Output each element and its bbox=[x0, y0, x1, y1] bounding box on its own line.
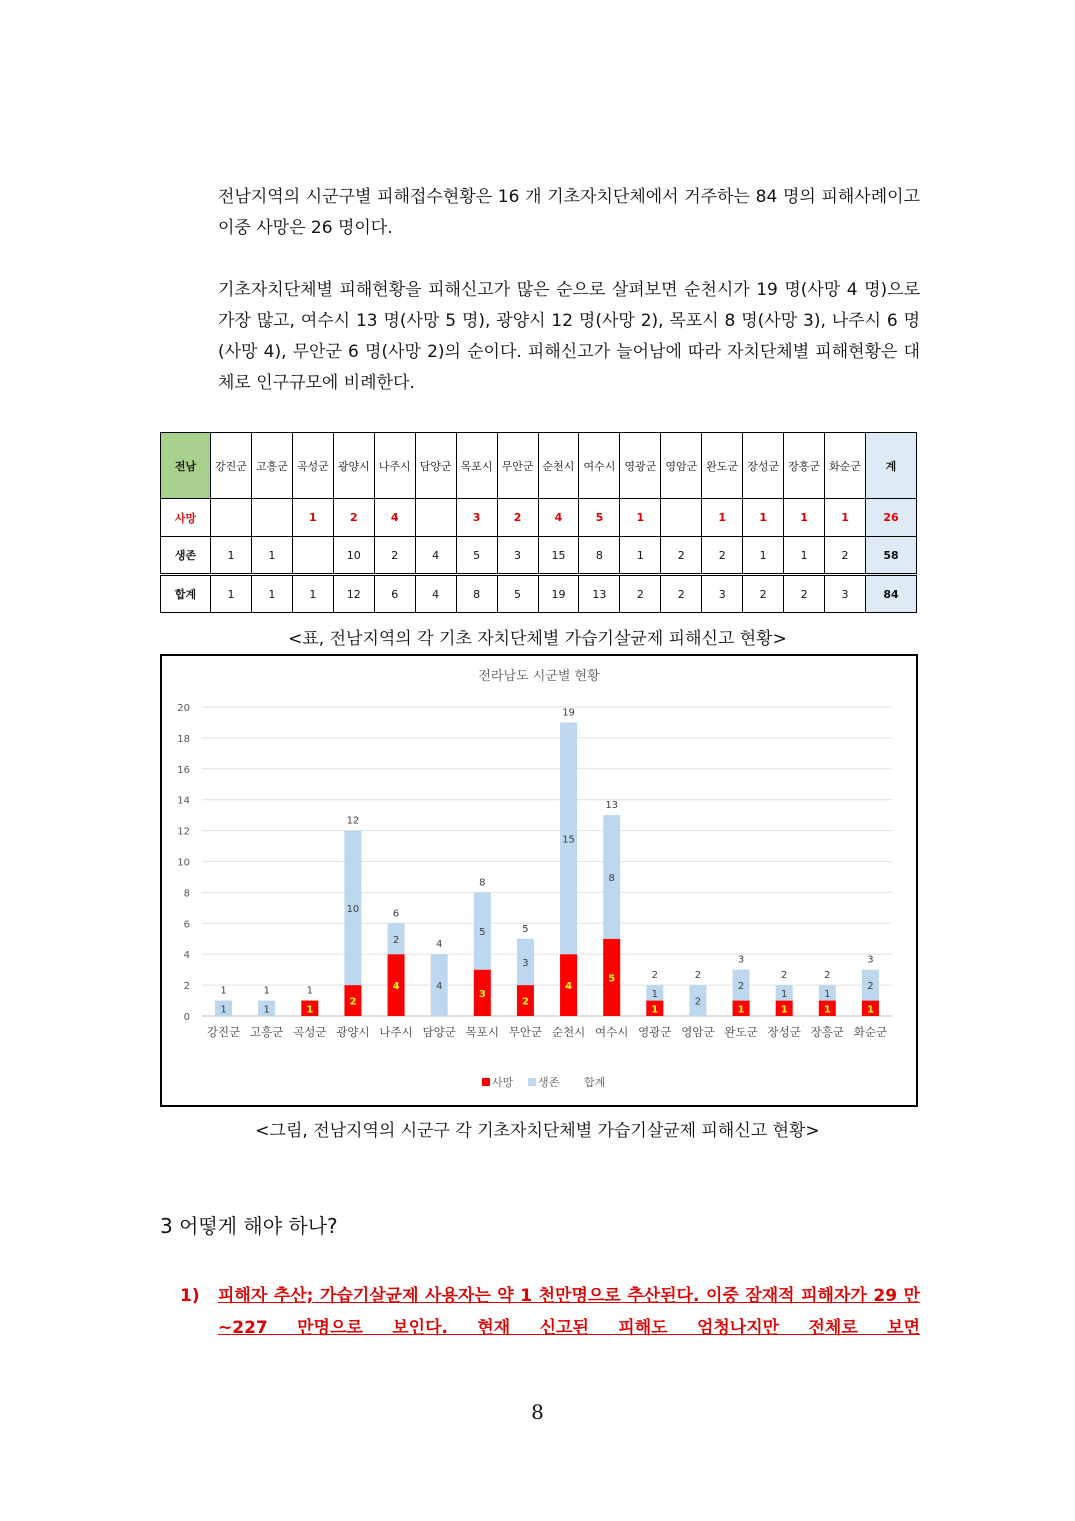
table-cell: 2 bbox=[661, 575, 702, 613]
data-label-total: 19 bbox=[562, 707, 575, 719]
y-tick-label: 8 bbox=[183, 888, 190, 900]
row-label: 사망 bbox=[161, 499, 211, 537]
region-header: 영광군 bbox=[620, 433, 661, 499]
region-header: 고흥군 bbox=[251, 433, 292, 499]
x-tick-label: 담양군 bbox=[422, 1025, 456, 1039]
data-label-total: 1 bbox=[263, 985, 270, 997]
table-cell: 3 bbox=[702, 575, 743, 613]
table-row bbox=[161, 575, 917, 613]
table-cell: 1 bbox=[784, 537, 825, 575]
x-tick-label: 장흥군 bbox=[810, 1025, 844, 1039]
data-label-survive: 10 bbox=[346, 903, 360, 915]
table-cell: 4 bbox=[538, 499, 579, 537]
legend-swatch bbox=[528, 1078, 536, 1086]
table-cell: 1 bbox=[702, 499, 743, 537]
row-sum: 26 bbox=[866, 499, 917, 537]
data-label-survive: 2 bbox=[694, 996, 702, 1008]
table-cell: 1 bbox=[620, 499, 661, 537]
table-cell bbox=[415, 499, 456, 537]
x-tick-label: 장성군 bbox=[767, 1025, 801, 1039]
paragraph-summary: 전남지역의 시군구별 피해접수현황은 16 개 기초자치단체에서 거주하는 84 명의 피해사례이고 이중 사망은 26 명이다. bbox=[218, 187, 920, 238]
table-cell: 1 bbox=[620, 537, 661, 575]
chart-title: 전라남도 시군별 현황 bbox=[478, 669, 600, 684]
recommendation-item bbox=[180, 1280, 920, 1344]
total-header: 계 bbox=[866, 433, 917, 499]
data-label-death: 4 bbox=[565, 981, 573, 993]
table-cell: 19 bbox=[538, 575, 579, 613]
y-tick-label: 14 bbox=[177, 795, 190, 807]
data-label-survive: 1 bbox=[824, 988, 831, 1000]
table-cell: 12 bbox=[333, 575, 374, 613]
x-tick-label: 화순군 bbox=[853, 1025, 888, 1039]
data-label-total: 2 bbox=[781, 970, 788, 982]
data-label-survive: 15 bbox=[562, 834, 575, 846]
data-label-total: 3 bbox=[867, 954, 874, 966]
region-header: 순천시 bbox=[538, 433, 579, 499]
table-cell: 1 bbox=[251, 575, 292, 613]
region-header: 장성군 bbox=[743, 433, 784, 499]
data-label-total: 3 bbox=[737, 954, 745, 966]
y-tick-label: 4 bbox=[183, 950, 190, 962]
data-label-total: 2 bbox=[651, 970, 658, 982]
region-header: 목포시 bbox=[456, 433, 497, 499]
data-label-survive: 2 bbox=[867, 981, 874, 993]
legend-label: 생존 bbox=[538, 1076, 560, 1089]
x-tick-label: 목포시 bbox=[465, 1025, 499, 1039]
data-label-death: 1 bbox=[780, 1004, 788, 1016]
data-label-survive: 8 bbox=[608, 872, 615, 884]
x-tick-label: 곡성군 bbox=[293, 1025, 327, 1039]
y-tick-label: 12 bbox=[177, 826, 190, 838]
page-number: 8 bbox=[531, 1400, 544, 1424]
data-label-survive: 1 bbox=[263, 1004, 270, 1016]
x-tick-label: 나주시 bbox=[379, 1025, 413, 1039]
table-cell: 2 bbox=[743, 575, 784, 613]
table-cell: 15 bbox=[538, 537, 579, 575]
region-header: 광양시 bbox=[333, 433, 374, 499]
data-label-total: 8 bbox=[479, 877, 486, 889]
table-cell: 1 bbox=[292, 499, 333, 537]
table-cell: 2 bbox=[374, 537, 415, 575]
y-tick-label: 18 bbox=[177, 733, 190, 745]
x-tick-label: 고흥군 bbox=[250, 1025, 284, 1039]
data-label-survive: 2 bbox=[392, 934, 400, 946]
y-tick-label: 2 bbox=[183, 981, 190, 993]
table-cell: 1 bbox=[825, 499, 866, 537]
table-cell: 5 bbox=[497, 575, 538, 613]
table-cell: 13 bbox=[579, 575, 620, 613]
region-header: 완도군 bbox=[702, 433, 743, 499]
table-cell: 1 bbox=[743, 499, 784, 537]
item-number: 1) bbox=[180, 1286, 200, 1306]
x-tick-label: 광양시 bbox=[336, 1025, 370, 1039]
table-cell: 3 bbox=[497, 537, 538, 575]
table-cell: 5 bbox=[456, 537, 497, 575]
region-header: 무안군 bbox=[497, 433, 538, 499]
data-label-death: 4 bbox=[392, 981, 400, 993]
data-label-survive: 3 bbox=[522, 957, 529, 969]
data-label-total: 12 bbox=[346, 815, 360, 827]
data-label-total: 2 bbox=[824, 970, 831, 982]
chart-frame bbox=[160, 654, 918, 1107]
table-cell bbox=[292, 537, 333, 575]
legend-swatch bbox=[482, 1078, 490, 1086]
x-tick-label: 여수시 bbox=[595, 1025, 629, 1039]
item-text: 피해자 추산; 가습기살균제 사용자는 약 1 천만명으로 추산된다. 이중 잠재적 피해자가 29 만~227 만명으로 보인다. 현재 신고된 피해도 엄청나지만 전체로 보면 bbox=[218, 1286, 920, 1338]
data-label-death: 1 bbox=[651, 1004, 659, 1016]
table-cell: 2 bbox=[333, 499, 374, 537]
data-label-survive: 1 bbox=[651, 988, 658, 1000]
y-tick-label: 6 bbox=[183, 919, 190, 931]
table-cell: 4 bbox=[415, 537, 456, 575]
damage-table bbox=[160, 432, 917, 613]
data-label-total: 1 bbox=[306, 985, 313, 997]
data-label-death: 1 bbox=[866, 1004, 874, 1016]
region-header: 장흥군 bbox=[784, 433, 825, 499]
legend-label: 사망 bbox=[492, 1076, 514, 1089]
x-tick-label: 강진군 bbox=[206, 1025, 241, 1039]
data-label-total: 4 bbox=[436, 939, 443, 951]
y-tick-label: 0 bbox=[183, 1012, 190, 1023]
data-label-death: 1 bbox=[306, 1004, 314, 1016]
section-title: 3 어떻게 해야 하나? bbox=[160, 1214, 338, 1238]
x-tick-label: 순천시 bbox=[551, 1025, 586, 1039]
table-cell bbox=[661, 499, 702, 537]
table-cell: 1 bbox=[251, 537, 292, 575]
x-tick-label: 무안군 bbox=[508, 1025, 543, 1039]
y-tick-label: 10 bbox=[177, 857, 190, 869]
data-label-survive: 4 bbox=[436, 981, 443, 993]
table-cell: 2 bbox=[784, 575, 825, 613]
row-label: 생존 bbox=[161, 537, 211, 575]
table-cell: 4 bbox=[415, 575, 456, 613]
table-cell: 1 bbox=[292, 575, 333, 613]
data-label-survive: 1 bbox=[220, 1004, 227, 1016]
table-cell: 1 bbox=[211, 575, 252, 613]
y-tick-label: 16 bbox=[177, 764, 190, 776]
data-label-total: 13 bbox=[605, 800, 619, 812]
table-cell: 3 bbox=[825, 575, 866, 613]
table-row bbox=[161, 499, 917, 537]
table-cell: 1 bbox=[784, 499, 825, 537]
data-label-survive: 5 bbox=[479, 927, 486, 939]
table-cell: 3 bbox=[456, 499, 497, 537]
region-header: 여수시 bbox=[579, 433, 620, 499]
table-cell: 8 bbox=[579, 537, 620, 575]
row-label: 합계 bbox=[161, 575, 211, 613]
table-header-row bbox=[161, 433, 917, 499]
x-tick-label: 영암군 bbox=[681, 1025, 715, 1039]
table-cell: 1 bbox=[743, 537, 784, 575]
region-header: 나주시 bbox=[374, 433, 415, 499]
table-cell: 2 bbox=[702, 537, 743, 575]
table-cell: 8 bbox=[456, 575, 497, 613]
table-cell: 5 bbox=[579, 499, 620, 537]
data-label-survive: 1 bbox=[781, 988, 788, 1000]
data-label-total: 1 bbox=[220, 985, 227, 997]
table-cell: 6 bbox=[374, 575, 415, 613]
data-label-death: 2 bbox=[521, 996, 529, 1008]
stacked-bar-chart bbox=[162, 656, 916, 1105]
region-header: 영암군 bbox=[661, 433, 702, 499]
chart-caption: <그림, 전남지역의 시군구 각 기초자치단체별 가습기살균제 피해신고 현황> bbox=[255, 1121, 820, 1141]
row-sum: 84 bbox=[866, 575, 917, 613]
region-header: 화순군 bbox=[825, 433, 866, 499]
data-label-death: 2 bbox=[349, 996, 357, 1008]
legend-label: 합계 bbox=[584, 1076, 606, 1089]
table-cell: 2 bbox=[497, 499, 538, 537]
region-header: 강진군 bbox=[211, 433, 252, 499]
data-label-total: 2 bbox=[694, 970, 702, 982]
region-header: 곡성군 bbox=[292, 433, 333, 499]
region-header: 담양군 bbox=[415, 433, 456, 499]
row-sum: 58 bbox=[866, 537, 917, 575]
x-tick-label: 영광군 bbox=[638, 1025, 672, 1039]
table-cell: 4 bbox=[374, 499, 415, 537]
data-label-death: 1 bbox=[737, 1004, 745, 1016]
x-tick-label: 완도군 bbox=[724, 1025, 758, 1039]
table-cell bbox=[251, 499, 292, 537]
table-cell: 2 bbox=[825, 537, 866, 575]
data-label-death: 3 bbox=[478, 988, 486, 1000]
data-label-survive: 2 bbox=[737, 981, 745, 993]
table-row bbox=[161, 537, 917, 575]
table-cell: 2 bbox=[620, 575, 661, 613]
table-corner: 전남 bbox=[161, 433, 211, 499]
table-cell bbox=[211, 499, 252, 537]
table-cell: 2 bbox=[661, 537, 702, 575]
data-label-death: 5 bbox=[608, 973, 616, 985]
data-label-total: 6 bbox=[392, 908, 400, 920]
y-tick-label: 20 bbox=[177, 703, 190, 714]
data-label-death: 1 bbox=[823, 1004, 831, 1016]
table-cell: 1 bbox=[211, 537, 252, 575]
data-label-total: 5 bbox=[522, 923, 529, 935]
table-caption: <표, 전남지역의 각 기초 자치단체별 가습기살균제 피해신고 현황> bbox=[288, 629, 787, 649]
paragraph-ranking: 기초자치단체별 피해현황을 피해신고가 많은 순으로 살펴보면 순천시가 19 명(사망 4 명)으로 가장 많고, 여수시 13 명(사망 5 명), 광양시 12 명(사망 2), 목포시 8 명(사망 3), 나주시 6 명(사망 4), 무안군 6 명(사망 2)의 순이다. 피해신고가 늘어남에 따라 자치단체별 피해현황은 대체로 인구규모에 비례한다. bbox=[218, 280, 920, 393]
table-cell: 10 bbox=[333, 537, 374, 575]
